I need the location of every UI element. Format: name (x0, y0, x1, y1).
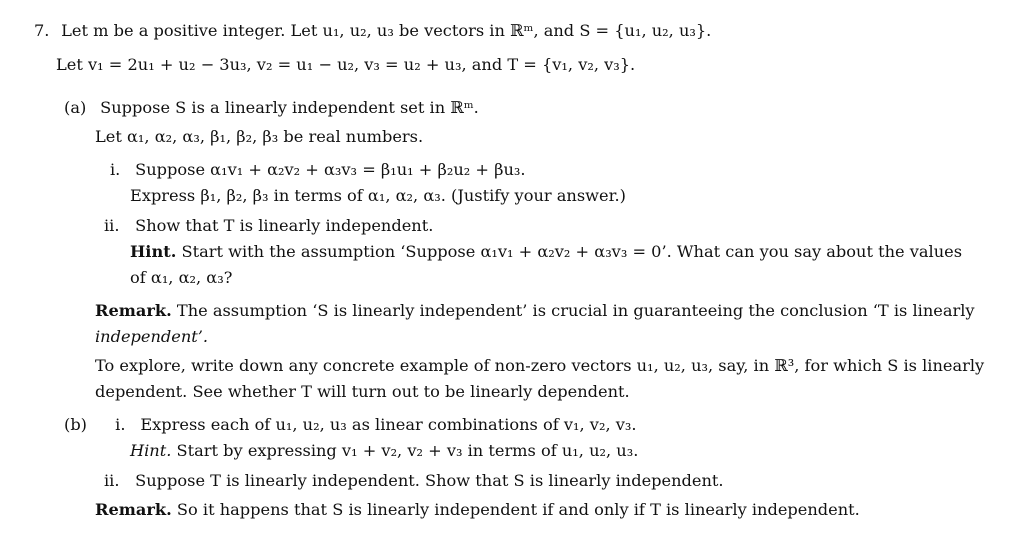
part-b-i-hint (130, 441, 638, 461)
part-b-ii (104, 471, 724, 491)
part-a-ii (104, 216, 433, 236)
part-a-ii-hint-label: Hint. (130, 242, 177, 261)
part-b-i (64, 415, 637, 435)
part-b-remark (95, 500, 860, 520)
part-b-ii-label: ii. (104, 471, 120, 490)
part-a-label: (a) (64, 98, 87, 117)
part-a-ii-label: ii. (104, 216, 120, 235)
part-a-i-line-1: Suppose α₁v₁ + α₂v₂ + α₃v₃ = β₁u₁ + β₂u₂ + βu₃. (135, 160, 526, 179)
part-a-line-2: Let α₁, α₂, α₃, β₁, β₂, β₃ be real numbers. (95, 127, 424, 146)
part-a-remark (95, 301, 975, 321)
part-a-ii-hint-line-1: Start with the assumption ‘Suppose α₁v₁ + α₂v₂ + α₃v₃ = 0’. What can you say about the values (181, 242, 963, 261)
part-a-ii-line-1: Show that T is linearly independent. (135, 216, 434, 235)
part-a-ii-hint-line-2: of α₁, α₂, α₃? (130, 268, 233, 287)
part-a-intro-text: Suppose S is a linearly independent set in ℝᵐ. (100, 98, 479, 117)
part-b-i-hint-label: Hint. (130, 441, 172, 460)
problem-header (34, 21, 711, 41)
part-b-i-label: i. (115, 415, 126, 434)
problem-statement-line-2: Let v₁ = 2u₁ + u₂ − 3u₃, v₂ = u₁ − u₂, v₃ = u₂ + u₃, and T = {v₁, v₂, v₃}. (56, 55, 636, 74)
part-b-ii-line-1: Suppose T is linearly independent. Show that S is linearly independent. (135, 471, 724, 490)
part-a-ii-hint (130, 242, 962, 262)
part-b-i-line-1: Express each of u₁, u₂, u₃ as linear combinations of v₁, v₂, v₃. (140, 415, 637, 434)
part-a-remark-line-2: independent’. (95, 327, 209, 346)
part-a-remark-label: Remark. (95, 301, 172, 320)
part-b-remark-label: Remark. (95, 500, 172, 519)
part-a-i-label: i. (110, 160, 121, 179)
part-b-label: (b) (64, 415, 87, 434)
part-b-i-hint-text: Start by expressing v₁ + v₂, v₂ + v₃ in terms of u₁, u₂, u₃. (176, 441, 639, 460)
part-a-i-line-2: Express β₁, β₂, β₃ in terms of α₁, α₂, α₃. (Justify your answer.) (130, 186, 626, 205)
part-b-remark-text: So it happens that S is linearly independent if and only if T is linearly independent. (176, 500, 860, 519)
part-a-explore-line-1: To explore, write down any concrete example of non-zero vectors u₁, u₂, u₃, say, in ℝ³, for which S is linearly (95, 356, 985, 375)
part-a-i (110, 160, 526, 180)
problem-number: 7. (34, 21, 50, 40)
part-a-explore-line-2: dependent. See whether T will turn out to be linearly dependent. (95, 382, 630, 401)
problem-statement-line-1: Let m be a positive integer. Let u₁, u₂, u₃ be vectors in ℝᵐ, and S = {u₁, u₂, u₃}. (61, 21, 712, 40)
part-a-remark-line-1: The assumption ‘S is linearly independent’ is crucial in guaranteeing the conclusion ‘T is linearly (176, 301, 975, 320)
part-a-intro (64, 98, 479, 118)
